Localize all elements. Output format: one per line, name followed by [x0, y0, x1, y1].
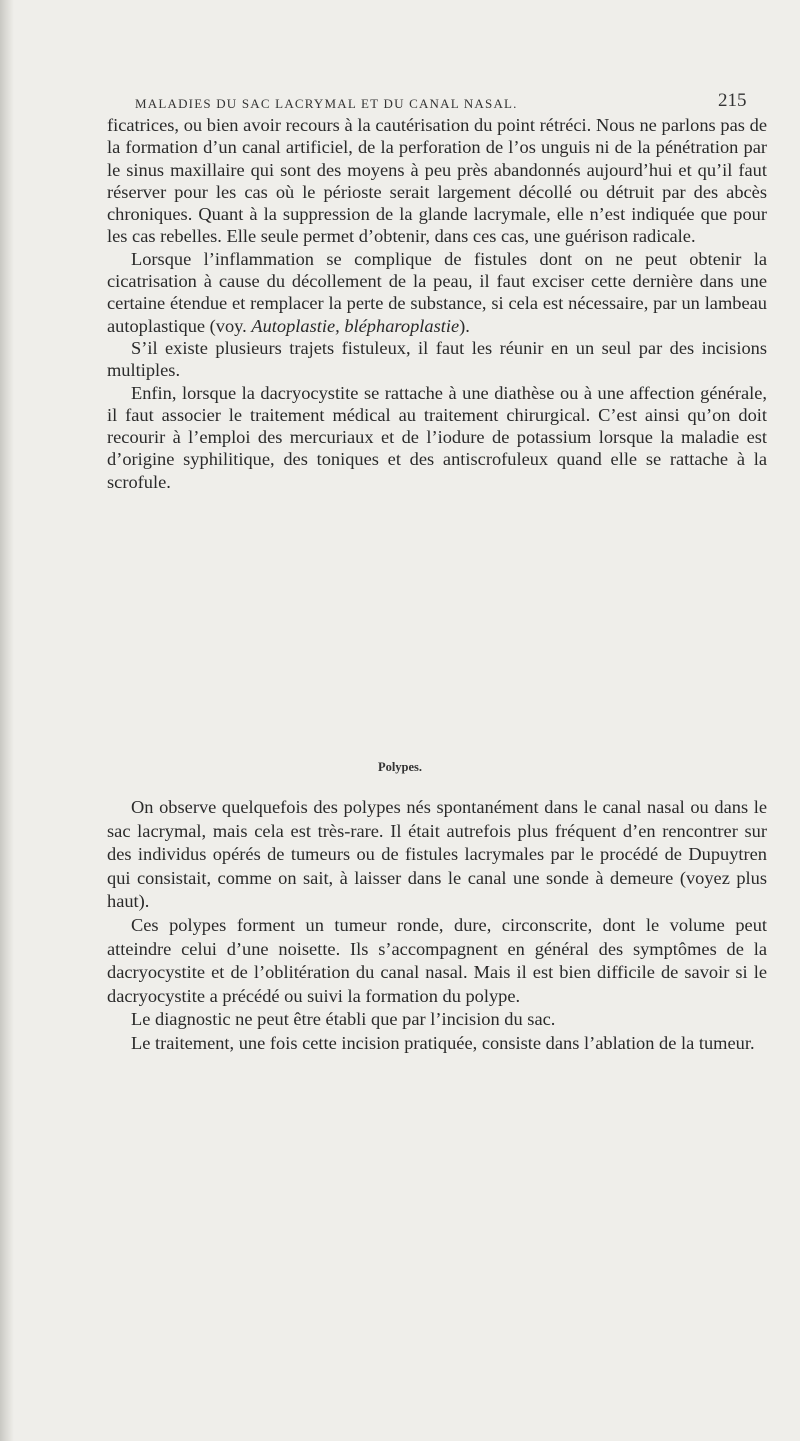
paragraph-diathese: Enfin, lorsque la dacryocystite se rattache à une diathèse ou à une affection générale, il faut associer le traitement médical au traitement chirurgical. C’est ainsi qu’on doit recourir à l’emploi des mercuriaux et de l’iodure de potassium lorsque la maladie est d’origine syphilitique, des toniques et des antiscrofuleux quand elle se rattache à la scrofule.	[107, 382, 767, 492]
text-block-polypes	[107, 796, 767, 1056]
paragraph-fistules	[107, 248, 767, 337]
cross-reference: Autoplastie, blépharoplastie	[251, 315, 460, 336]
text-block-continuation	[107, 114, 767, 493]
paragraph-fistules-text: Lorsque l’inflammation se complique de fistules dont on ne peut obtenir la cicatrisation à cause du décollement de la peau, il faut exciser cette dernière dans une certaine étendue et remplacer la perte de substance, si cela est nécessaire, par un lambeau autoplastique (voy.	[107, 248, 767, 336]
paragraph-trajets: S’il existe plusieurs trajets fistuleux, il faut les réunir en un seul par des incisions multiples.	[107, 337, 767, 381]
paragraph-description: Ces polypes forment un tumeur ronde, dure, circonscrite, dont le volume peut atteindre celui d’une noisette. Ils s’accompagnent en général des symptômes de la dacryocystite et de l’oblitération du canal nasal. Mais il est bien difficile de savoir si le dacryocystite a précédé ou suivi la formation du polype.	[107, 914, 767, 1006]
paragraph-traitement: Le traitement, une fois cette incision pratiquée, consiste dans l’ablation de la tumeur.	[131, 1032, 755, 1053]
page-number: 215	[718, 90, 747, 111]
paragraph-observation: On observe quelquefois des polypes nés spontanément dans le canal nasal ou dans le sac lacrymal, mais cela est très-rare. Il était autrefois plus fréquent d’en rencontrer sur des individus opérés de tumeurs ou de fistules lacrymales par le procédé de Dupuytren qui consistait, comme on sait, à laisser dans le canal une sonde à demeure (voyez plus haut).	[107, 797, 767, 912]
running-title: MALADIES DU SAC LACRYMAL ET DU CANAL NASAL.	[135, 96, 518, 111]
section-title-polypes: Polypes.	[377, 760, 423, 774]
paragraph-fistules-end: ).	[459, 315, 470, 336]
paragraph-diagnostic: Le diagnostic ne peut être établi que par l’incision du sac.	[131, 1009, 556, 1030]
paragraph-cauterisation: ficatrices, ou bien avoir recours à la cautérisation du point rétréci. Nous ne parlons pas de la formation d’un canal artificiel, de la perforation de l’os unguis ni de la pénétration par le sinus maxillaire qui sont des moyens à peu près abandonnés aujourd’hui et qu’il faut réserver pour les cas où le périoste serait largement décollé ou détruit par des abcès chroniques. Quant à la suppression de la glande lacrymale, elle n’est indiquée que pour les cas rebelles. Elle seule permet d’obtenir, dans ces cas, une guérison radicale.	[107, 115, 767, 247]
